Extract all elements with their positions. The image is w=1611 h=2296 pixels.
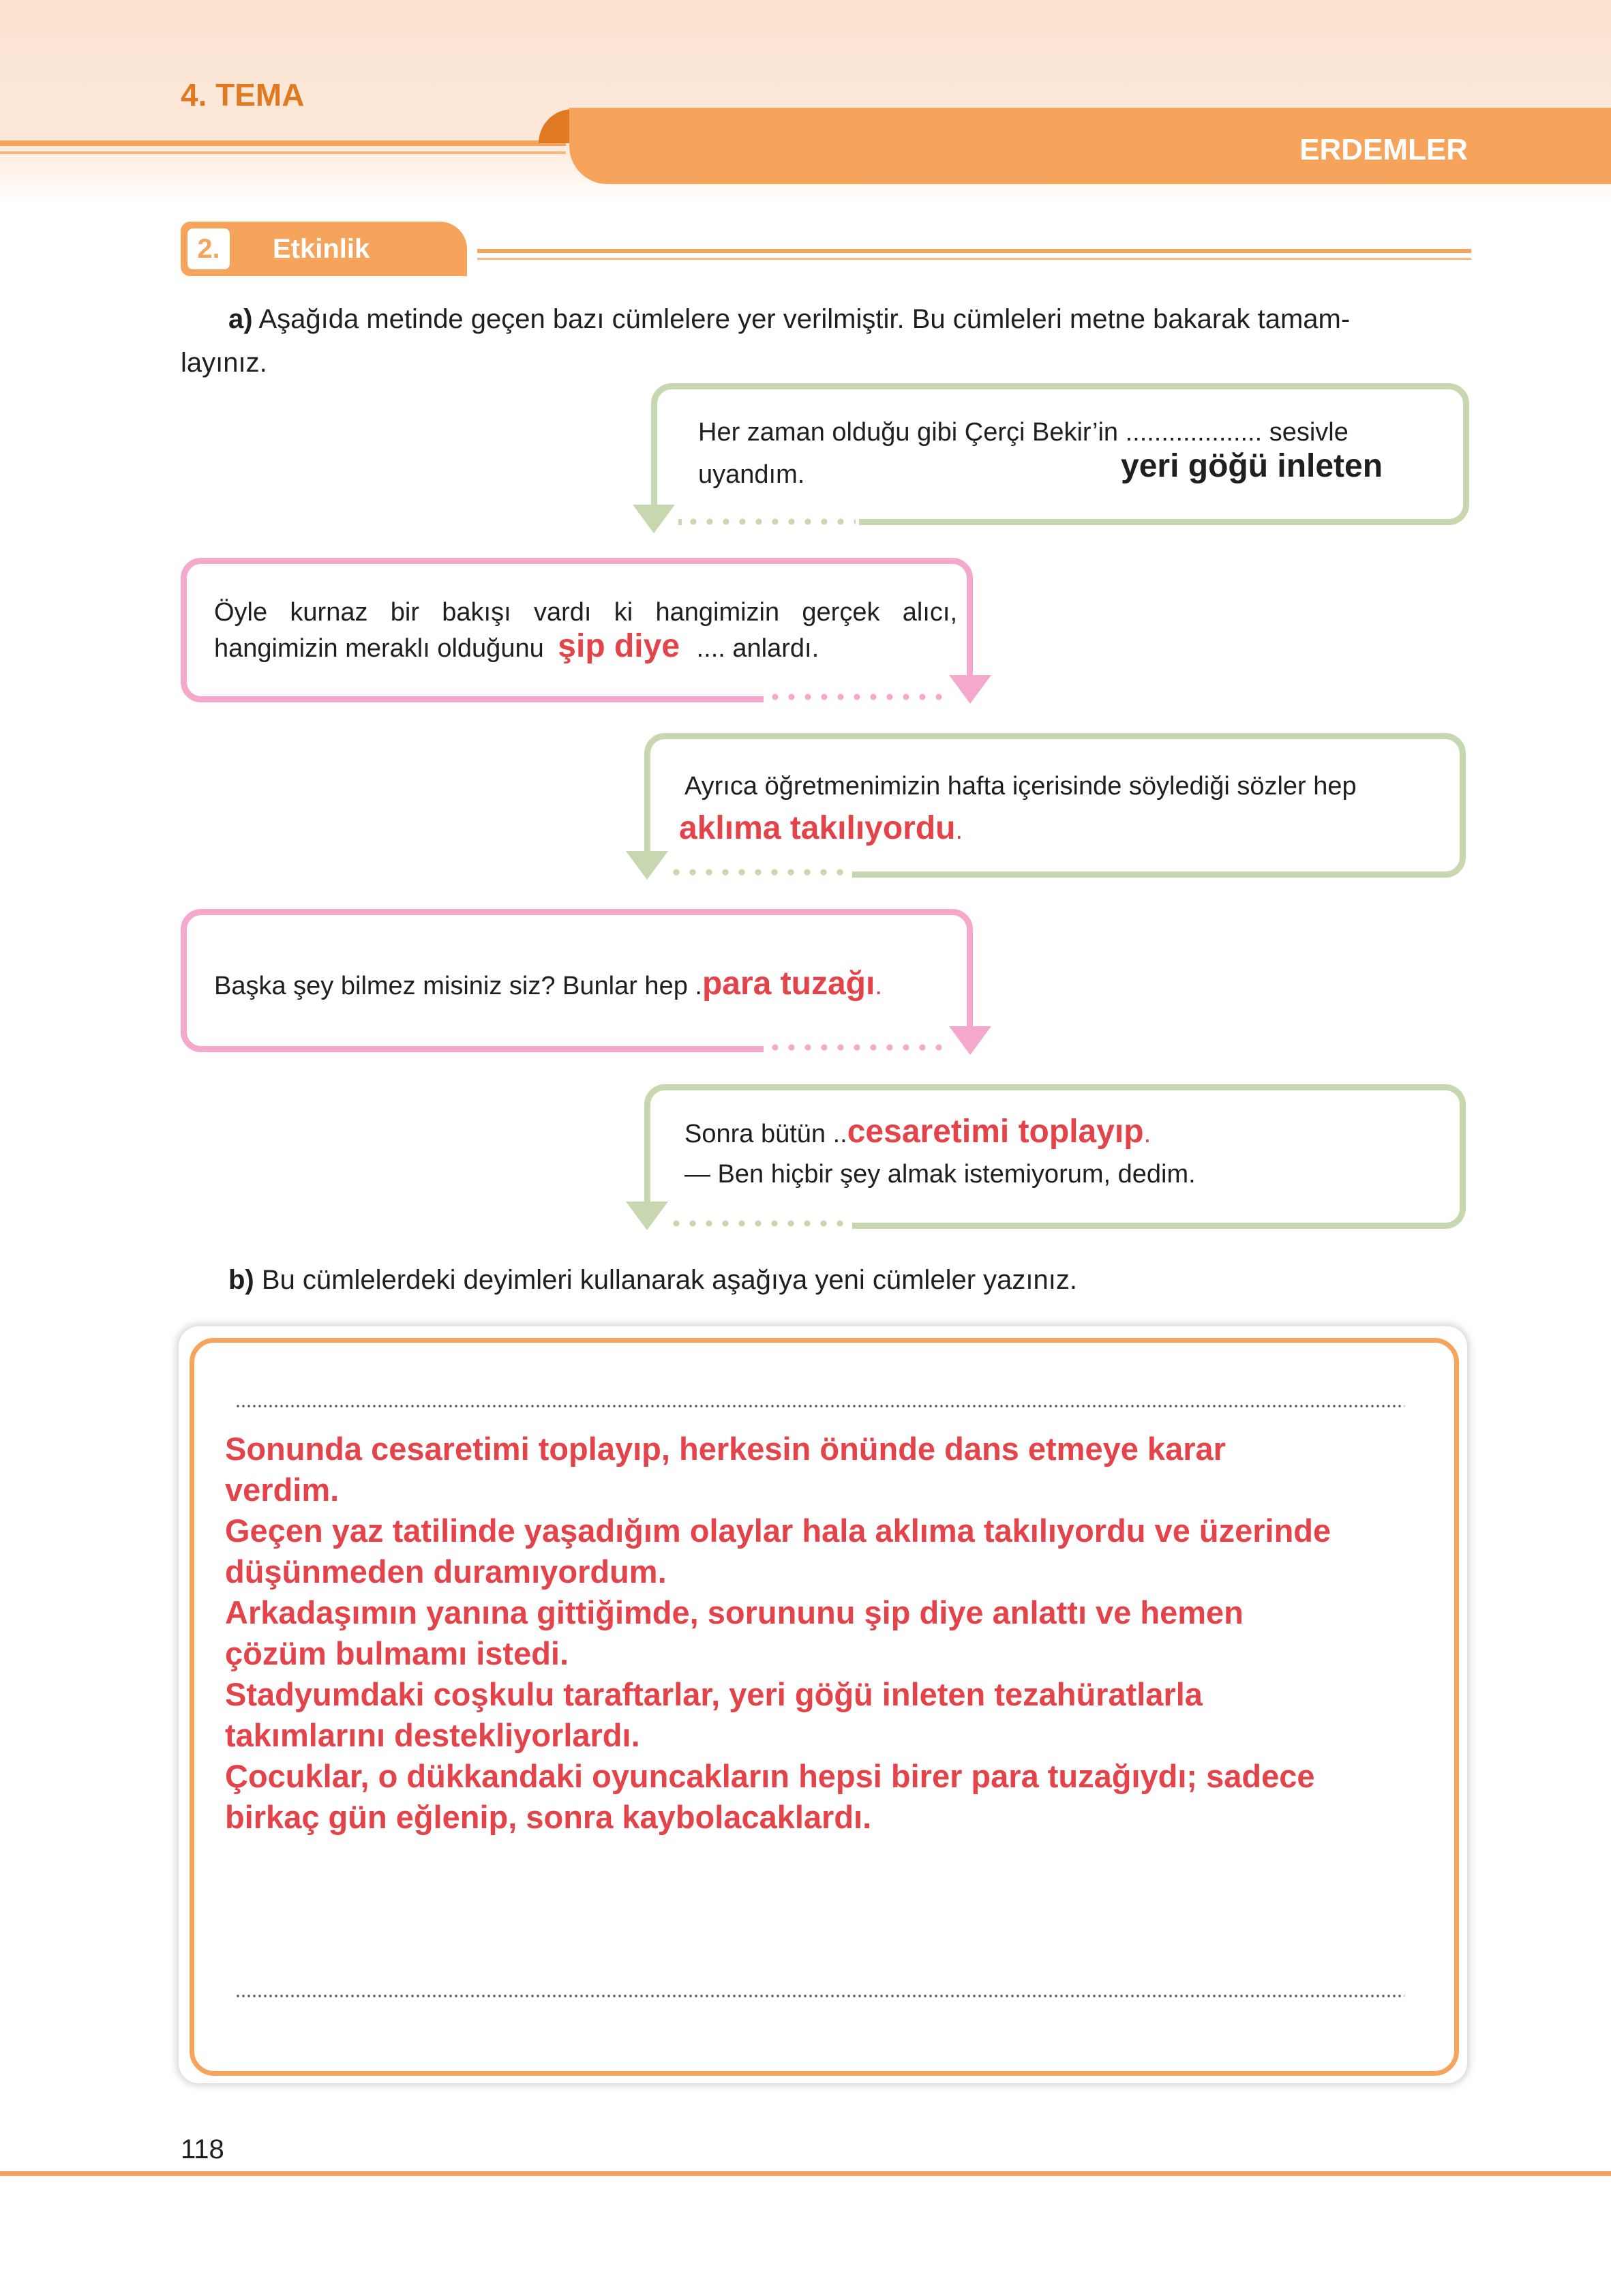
part-a-instruction: a) Aşağıda metinde geçen bazı cümlelere yer verilmiştir. Bu cümleleri metne bakarak tamam-: [228, 304, 1351, 334]
activity-number: 2.: [187, 228, 230, 269]
answer-line: çözüm bulmamı istedi.: [225, 1635, 569, 1671]
arrow-down-icon: [633, 505, 675, 533]
sentence-2-line2: hangimizin meraklı olduğunu şip diye .... anlardı.: [214, 628, 819, 664]
sentence-box-1: [651, 383, 1469, 525]
sentence-1-line2: uyandım.: [698, 460, 805, 489]
sentence-5-line2: — Ben hiçbir şey almak istemiyorum, dedim.: [684, 1160, 1196, 1189]
sentence-4-line: Başka şey bilmez misiniz siz? Bunlar hep .para tuzağı.: [214, 966, 882, 1002]
dotted-connector: [767, 694, 948, 700]
dotted-connector: [685, 518, 856, 525]
writing-line-top: [235, 1405, 1404, 1407]
answer-line: Geçen yaz tatilinde yaşadığım olaylar hala aklıma takılıyordu ve üzerinde: [225, 1512, 1331, 1549]
sentence-3-line1: Ayrıca öğretmenimizin hafta içerisinde söylediği sözler hep: [684, 772, 1357, 801]
dotted-connector: [767, 1044, 948, 1051]
sentence-1-answer: yeri göğü inleten: [1121, 448, 1383, 484]
answer-line: verdim.: [225, 1472, 340, 1508]
arrow-down-icon: [626, 851, 668, 880]
answer-line: Stadyumdaki coşkulu taraftarlar, yeri göğü inleten tezahüratlarla: [225, 1676, 1203, 1712]
sentence-5-line1: Sonra bütün ..cesaretimi toplayıp.: [684, 1114, 1151, 1150]
theme-title: 4. TEMA: [181, 77, 305, 113]
sentence-2-line1: Öyle kurnaz bir bakışı vardı ki hangimizin gerçek alıcı,: [214, 598, 957, 627]
part-a-instruction-cont: layınız.: [181, 348, 267, 378]
answer-line: düşünmeden duramıyordum.: [225, 1553, 667, 1590]
arrow-down-icon: [949, 675, 991, 704]
answer-line: takımlarını destekliyorlardı.: [225, 1717, 640, 1753]
dotted-connector: [668, 869, 849, 876]
sentence-3-line2: aklıma takılıyordu.: [679, 810, 963, 846]
header-rule-thin: [0, 151, 566, 154]
arrow-down-icon: [949, 1026, 991, 1055]
answer-text: [225, 1429, 1425, 1838]
part-b-instruction: b) Bu cümlelerdeki deyimleri kullanarak aşağıya yeni cümleler yazınız.: [228, 1265, 1077, 1295]
answer-line: Sonunda cesaretimi toplayıp, herkesin önünde dans etmeye karar: [225, 1431, 1226, 1467]
sentence-box-5: [644, 1084, 1466, 1229]
sentence-box-4: [181, 909, 973, 1052]
sentence-box-3: [644, 733, 1466, 878]
arrow-down-icon: [626, 1202, 668, 1230]
activity-label: Etkinlik: [273, 234, 370, 264]
dotted-connector: [668, 1220, 849, 1227]
page-number: 118: [181, 2134, 224, 2164]
writing-line-bottom: [235, 1995, 1404, 1997]
sentence-box-2: [181, 558, 973, 702]
sentence-1-line1: Her zaman olduğu gibi Çerçi Bekir’in ................... sesivle: [698, 418, 1349, 447]
answer-line: Çocuklar, o dükkandaki oyuncakların hepsi birer para tuzağıydı; sadece: [225, 1758, 1315, 1794]
answer-line: Arkadaşımın yanına gittiğimde, sorununu şip diye anlattı ve hemen: [225, 1594, 1244, 1630]
footer-rule: [0, 2171, 1611, 2176]
activity-rule-thin: [477, 258, 1471, 260]
header-rule: [0, 140, 566, 146]
answer-line: birkaç gün eğlenip, sonra kaybolacaklardı.: [225, 1799, 872, 1835]
activity-rule: [477, 249, 1471, 253]
section-label: ERDEMLER: [1299, 133, 1468, 166]
